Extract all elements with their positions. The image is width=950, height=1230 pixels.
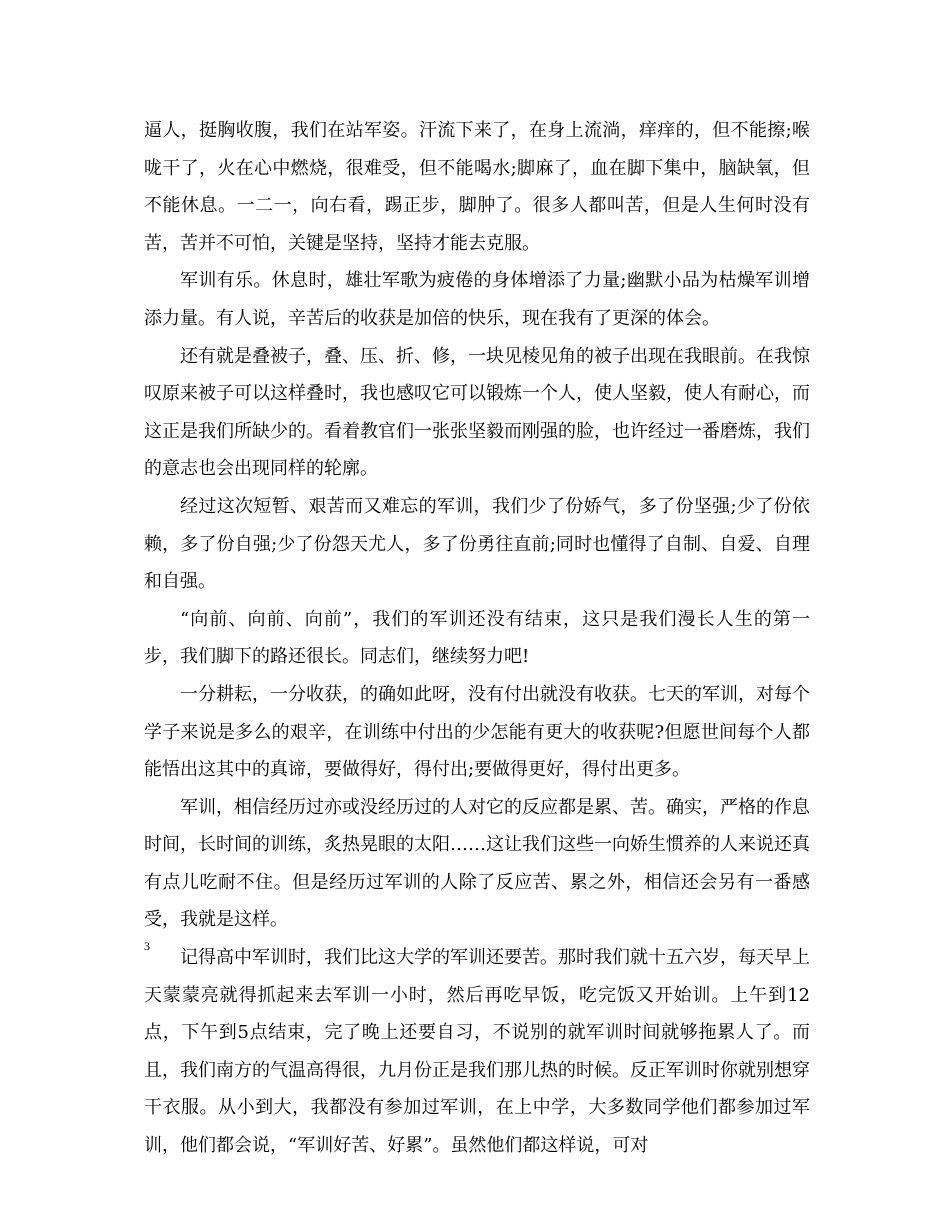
paragraph-7: 军训，相信经历过亦或没经历过的人对它的反应都是累、苦。确实，严格的作息时间，长时间的训练，炙热晃眼的太阳……这让我们这些一向娇生惯养的人来说还真有点儿吃耐不住。但是经历过军训的人除了反应苦、累之外，相信还会另有一番感受，我就是这样。 — [144, 796, 810, 931]
paragraph-4: 经过这次短暂、艰苦而又难忘的军训，我们少了份娇气，多了份坚强;少了份依赖，多了份自强;少了份怨天尤人，多了份勇往直前;同时也懂得了自制、自爱、自理和自强。 — [144, 495, 810, 593]
paragraph-8: 记得高中军训时，我们比这大学的军训还要苦。那时我们就十五六岁，每天早上天蒙蒙亮就得抓起来去军训一小时，然后再吃早饭，吃完饭又开始训。上午到12 点，下午到5点结束，完了晚上还要自习，不说别的就军训时间就够拖累人了。而且，我们南方的气温高得很，九月份正是我们那儿热的时候。反正军训时你就别想穿干衣服。从小到大，我都没有参加过军训，在上中学，大多数同学他们都参加过军训，他们都会说，“军训好苦、好累”。虽然他们都这样说，可对 — [144, 947, 810, 1157]
paragraph-3: 还有就是叠被子，叠、压、折、修，一块见棱见角的被子出现在我眼前。在我惊叹原来被子可以这样叠时，我也感叹它可以锻炼一个人，使人坚毅，使人有耐心，而这正是我们所缺少的。看着教官们一张张坚毅而刚强的脸，也许经过一番磨炼，我们的意志也会出现同样的轮廓。 — [144, 345, 810, 480]
paragraph-2: 军训有乐。休息时，雄壮军歌为疲倦的身体增添了力量;幽默小品为枯燥军训增添力量。有人说，辛苦后的收获是加倍的快乐，现在我有了更深的体会。 — [144, 270, 810, 329]
paragraph-1: 逼人，挺胸收腹，我们在站军姿。汗流下来了，在身上流淌，痒痒的，但不能擦;喉咙干了，火在心中燃烧，很难受，但不能喝水;脚麻了，血在脚下集中，脑缺氧，但不能休息。一二一，向右看，踢正步，脚肿了。很多人都叫苦，但是人生何时没有苦，苦并不可怕，关键是坚持，坚持才能去克服。 — [144, 120, 810, 254]
paragraph-5: “向前、向前、向前”，我们的军训还没有结束，这只是我们漫长人生的第一步，我们脚下的路还很长。同志们，继续努力吧! — [144, 608, 810, 668]
paragraph-6: 一分耕耘，一分收获，的确如此呀，没有付出就没有收获。七天的军训，对每个学子来说是多么的艰辛，在训练中付出的少怎能有更大的收获呢?但愿世间每个人都能悟出这其中的真谛，要做得好，得付出;要做得更好，得付出更多。 — [144, 683, 810, 781]
document-body — [144, 112, 810, 1165]
page-number: 3 — [144, 939, 150, 953]
